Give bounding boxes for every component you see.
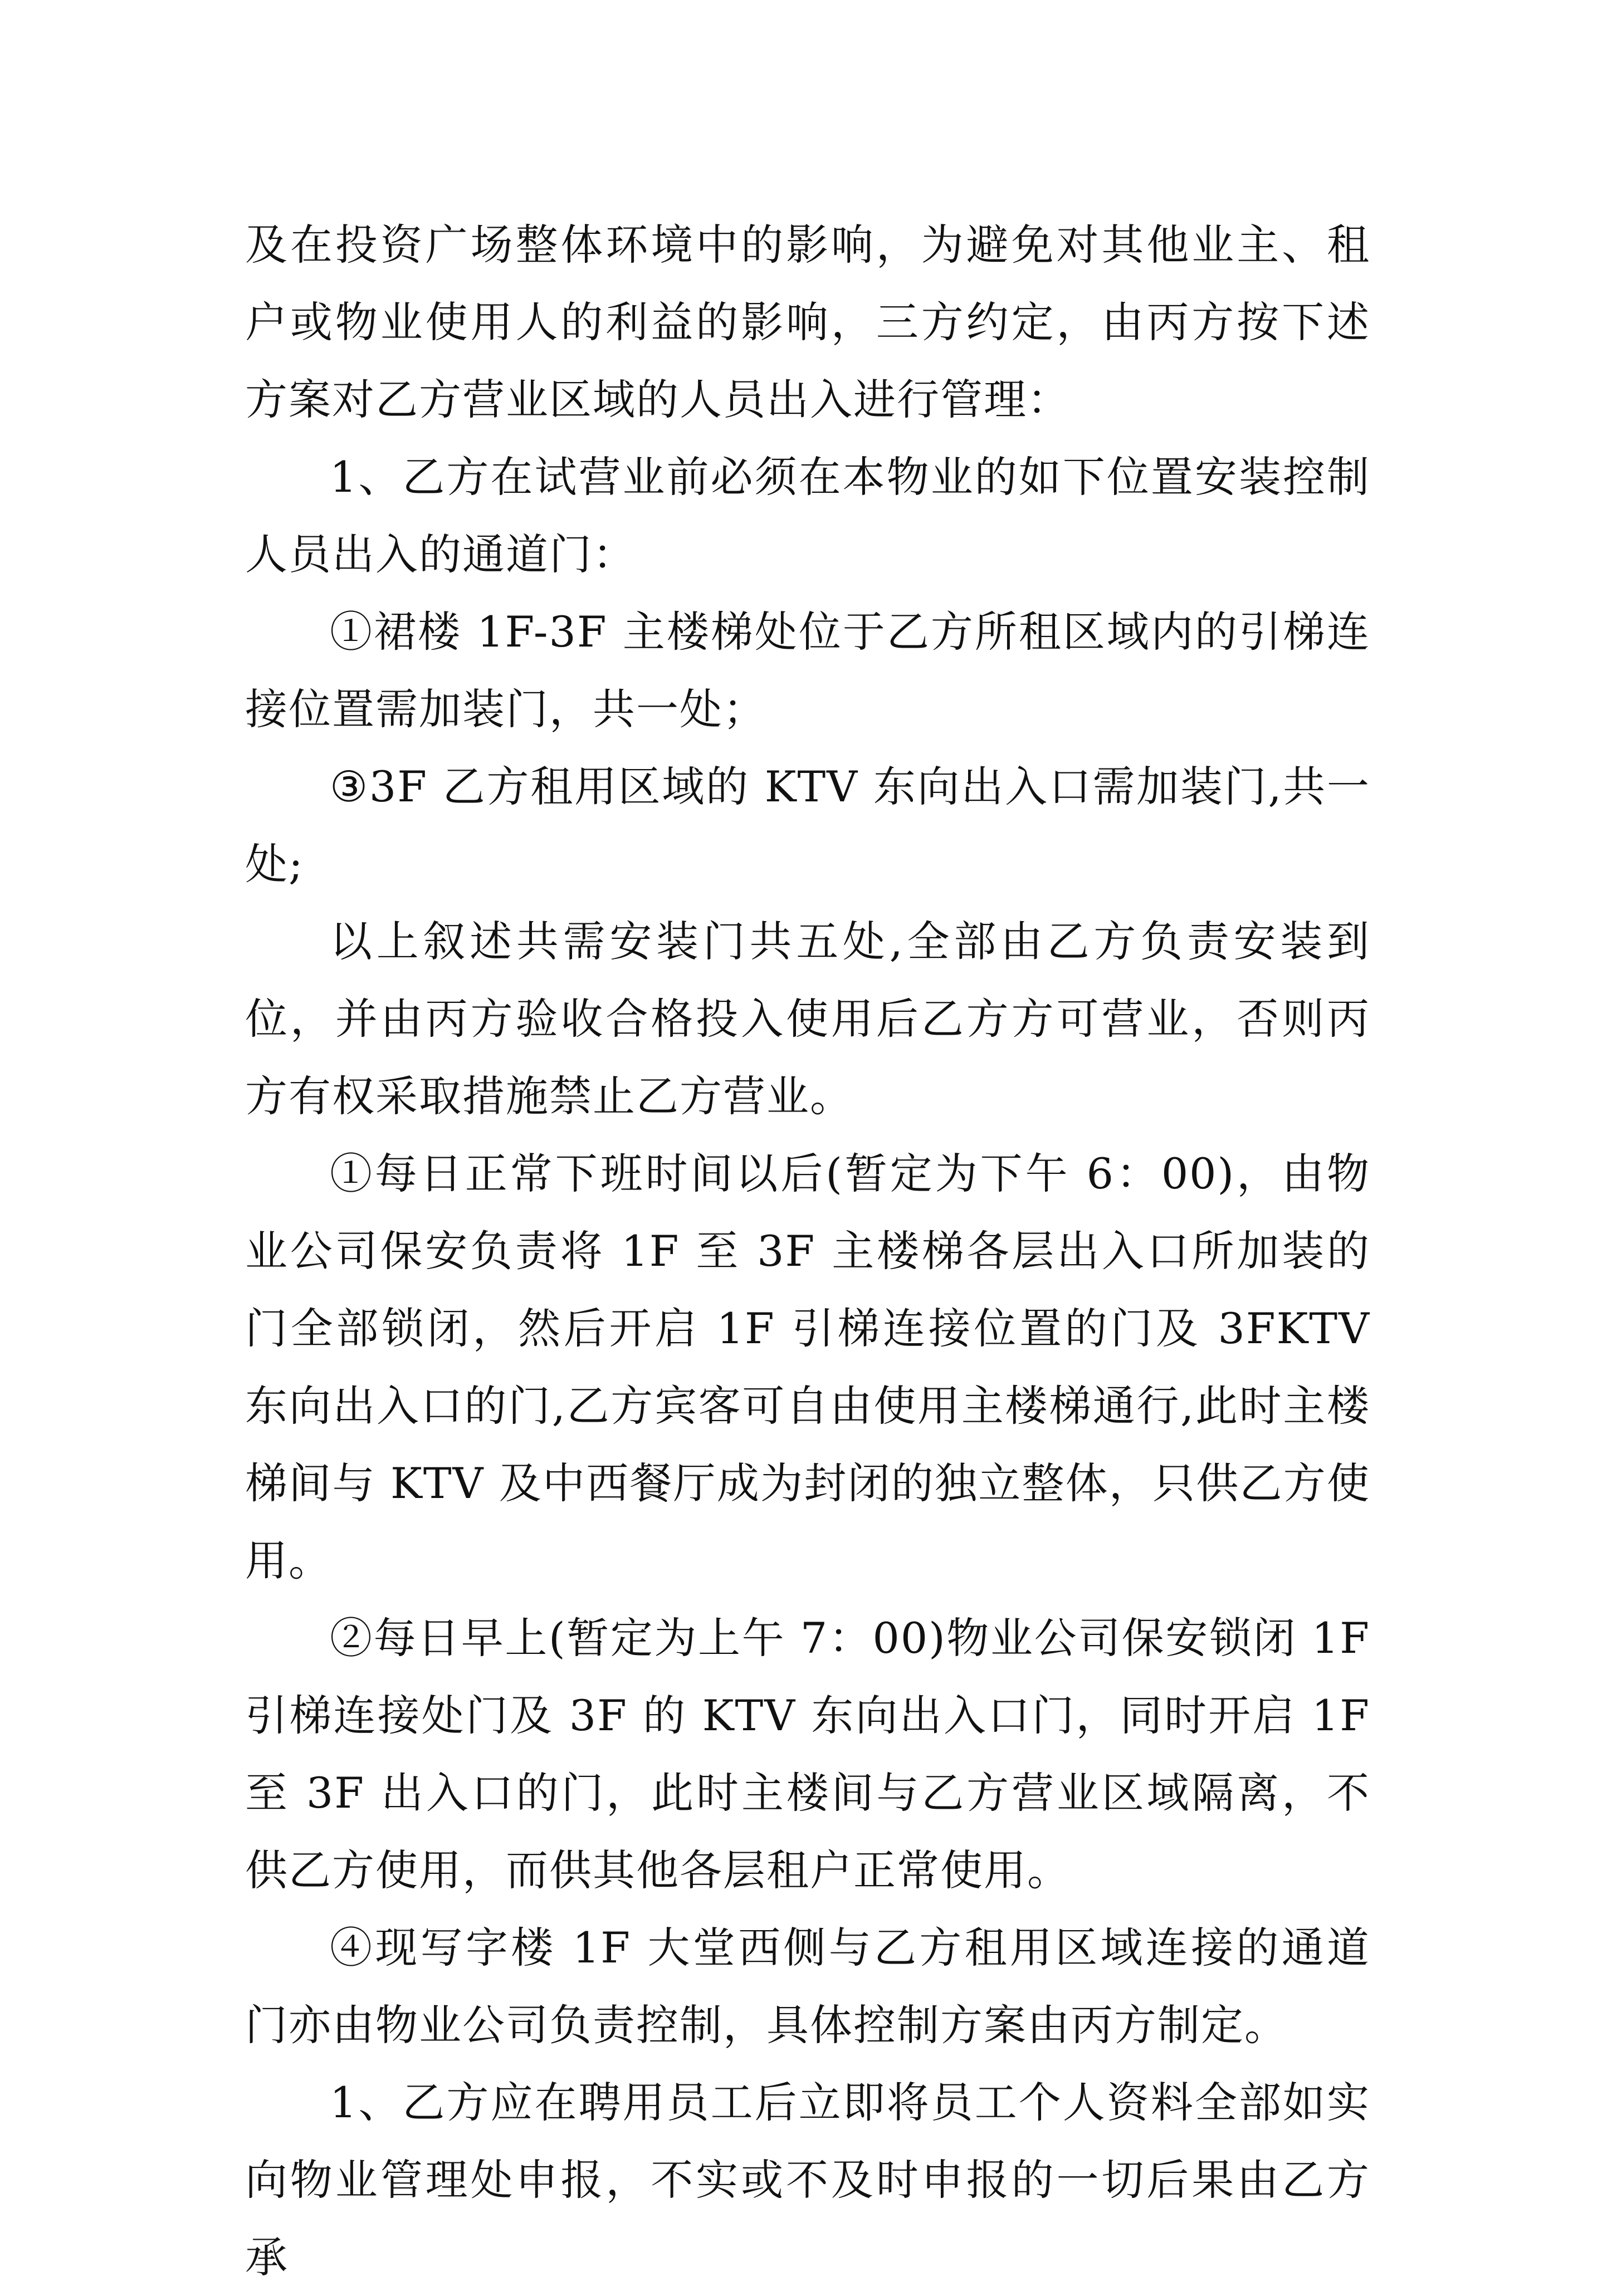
paragraph-p9: 1、乙方应在聘用员工后立即将员工个人资料全部如实向物业管理处申报，不实或不及时申报的一切后果由乙方承: [245, 2078, 1370, 2282]
paragraph-p7: ②每日早上(暂定为上午 7：00)物业公司保安锁闭 1F 引梯连接处门及 3F 的 KTV 东向出入口门，同时开启 1F 至 3F 出入口的门，此时主楼间与乙方营业区域隔离，不供乙方使用，而供其他各层租户正常使用。: [245, 1613, 1370, 1895]
paragraph-p6: ①每日正常下班时间以后(暂定为下午 6：00)，由物业公司保安负责将 1F 至 3F 主楼梯各层出入口所加装的门全部锁闭，然后开启 1F 引梯连接位置的门及 3FKTV 东向出入口的门,乙方宾客可自由使用主楼梯通行,此时主楼梯间与 KTV 及中西餐厅成为封闭的独立整体，只供乙方使用。: [245, 1149, 1370, 1585]
document-body: [245, 206, 1370, 2296]
paragraph-p8: ④现写字楼 1F 大堂西侧与乙方租用区域连接的通道门亦由物业公司负责控制，具体控制方案由丙方制定。: [245, 1923, 1370, 2050]
paragraph-p3: ①裙楼 1F-3F 主楼梯处位于乙方所租区域内的引梯连接位置需加装门，共一处；: [245, 607, 1370, 734]
paragraph-p4: ③3F 乙方租用区域的 KTV 东向出入口需加装门,共一处;: [245, 762, 1370, 889]
paragraph-p5: 以上叙述共需安装门共五处,全部由乙方负责安装到位，并由丙方验收合格投入使用后乙方方可营业，否则丙方有权采取措施禁止乙方营业。: [245, 917, 1370, 1121]
paragraph-p1: 及在投资广场整体环境中的影响，为避免对其他业主、租户或物业使用人的利益的影响，三方约定，由丙方按下述方案对乙方营业区域的人员出入进行管理：: [245, 220, 1370, 424]
paragraph-p2: 1、乙方在试营业前必须在本物业的如下位置安装控制人员出入的通道门：: [245, 452, 1370, 579]
